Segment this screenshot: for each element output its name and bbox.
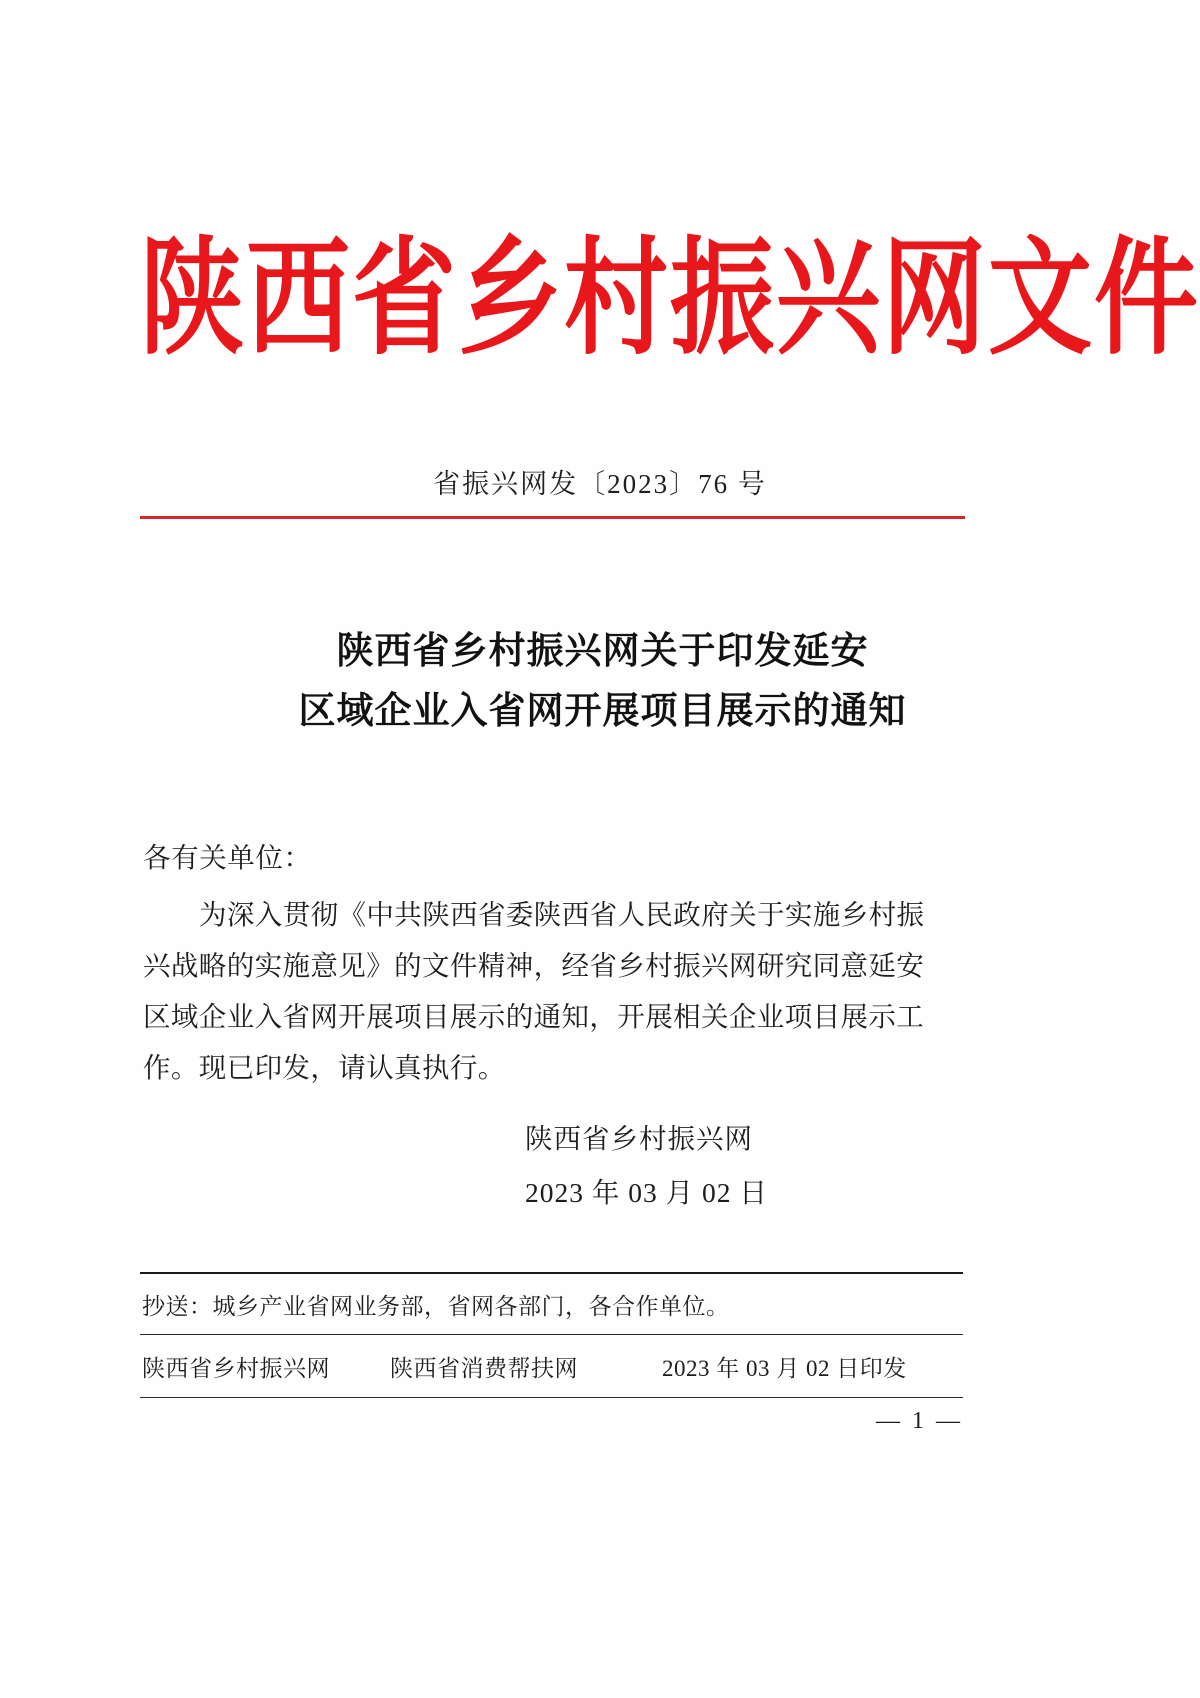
document-footer	[140, 1272, 963, 1398]
red-separator-rule	[140, 516, 965, 519]
document-title	[150, 622, 1055, 742]
imprint-row	[140, 1335, 963, 1397]
body-paragraph	[143, 890, 1003, 1094]
cc-distribution-line: 抄送：城乡产业省网业务部，省网各部门，各合作单位。	[142, 1294, 730, 1319]
title-line-2: 区域企业入省网开展项目展示的通知	[298, 690, 907, 732]
document-number: 省振兴网发〔2023〕76 号	[433, 469, 767, 499]
body-line-4: 作。现已印发，请认真执行。	[143, 1051, 506, 1083]
imprint-issuer: 陕西省乡村振兴网	[142, 1356, 330, 1381]
page-number: — 1 —	[876, 1408, 963, 1434]
document-body	[143, 833, 1003, 1093]
signature-block	[0, 1112, 1200, 1219]
imprint-print-date: 2023 年 03 月 02 日印发	[662, 1356, 907, 1381]
title-line-1: 陕西省乡村振兴网关于印发延安	[336, 631, 869, 672]
footer-rule-bottom	[140, 1397, 963, 1398]
masthead	[140, 229, 1200, 370]
body-line-2: 兴战略的实施意见》的文件精神，经省乡村振兴网研究同意延安	[143, 949, 925, 981]
signature-issuer: 陕西省乡村振兴网	[525, 1123, 753, 1154]
masthead-title: 陕西省乡村振兴网文件	[140, 229, 1200, 370]
body-line-3: 区域企业入省网开展项目展示的通知，开展相关企业项目展示工	[143, 1000, 925, 1032]
imprint-partner: 陕西省消费帮扶网	[390, 1356, 578, 1381]
body-line-1: 为深入贯彻《中共陕西省委陕西省人民政府关于实施乡村振	[199, 898, 925, 930]
salutation: 各有关单位：	[143, 842, 312, 873]
signature-date: 2023 年 03 月 02 日	[525, 1176, 768, 1208]
